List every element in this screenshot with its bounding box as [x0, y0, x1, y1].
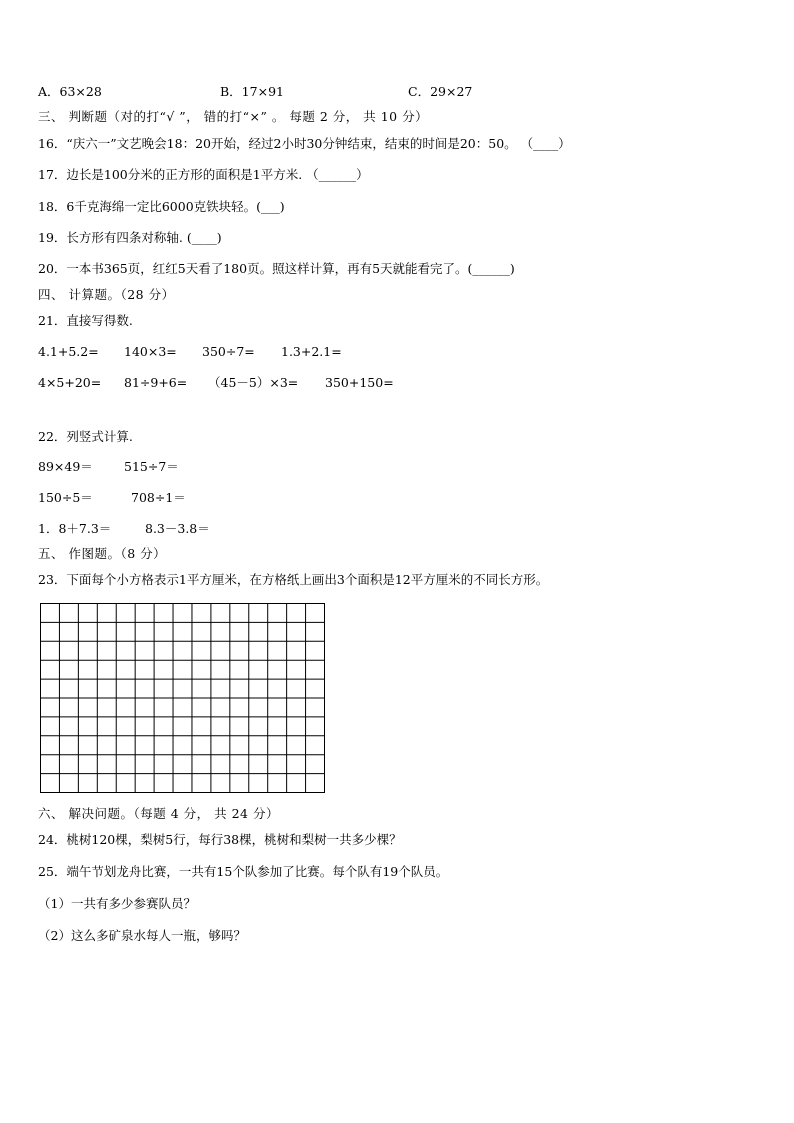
calc-item: （45－5）×3= — [208, 375, 299, 390]
q22-row-2 — [38, 490, 438, 506]
calc-item: 1.3+2.1= — [281, 344, 342, 359]
section-6-heading: 六、 解决问题。（每题 4 分， 共 24 分） — [38, 806, 279, 821]
question-20: 20．一本书365页，红红5天看了180页。照这样计算，再有5天就能看完了。(______) — [38, 261, 515, 276]
question-19: 19．长方形有四条对称轴. (____) — [38, 230, 222, 245]
section-4-heading: 四、 计算题。（28 分） — [38, 287, 175, 302]
square-grid-paper — [40, 603, 325, 793]
option-a: A．63×28 — [38, 84, 102, 99]
calc-item: 89×49＝ — [38, 459, 93, 474]
question-22: 22．列竖式计算. — [38, 429, 133, 444]
section-5-heading: 五、 作图题。（8 分） — [38, 546, 167, 561]
section-3-heading: 三、 判断题（对的打“√ ”， 错的打“×” 。 每题 2 分， 共 10 分） — [38, 109, 429, 124]
calc-item: 350+150= — [325, 375, 394, 390]
calc-item: 150÷5＝ — [38, 490, 93, 505]
calc-item: 350÷7= — [202, 344, 255, 359]
calc-item: 4.1+5.2= — [38, 344, 99, 359]
calc-item: 4×5+20= — [38, 375, 102, 390]
question-24: 24．桃树120棵，梨树5行，每行38棵，桃树和梨树一共多少棵？ — [38, 832, 402, 847]
question-18: 18．6千克海绵一定比6000克铁块轻。(___) — [38, 199, 285, 214]
q21-row-2 — [38, 375, 538, 391]
question-25-part-2: （2）这么多矿泉水每人一瓶，够吗？ — [38, 928, 246, 943]
q22-row-1 — [38, 459, 438, 475]
q15-options — [38, 84, 738, 100]
calc-item: 1．8＋7.3＝ — [38, 521, 112, 536]
question-17: 17．边长是100分米的正方形的面积是1平方米. （______） — [38, 167, 369, 182]
option-c: C．29×27 — [408, 84, 473, 99]
calc-item: 140×3= — [124, 344, 177, 359]
calc-item: 81÷9+6= — [124, 375, 188, 390]
question-21: 21．直接写得数. — [38, 313, 133, 328]
question-25: 25．端午节划龙舟比赛，一共有15个队参加了比赛。每个队有19个队员。 — [38, 864, 449, 879]
question-23: 23．下面每个小方格表示1平方厘米，在方格纸上画出3个面积是12平方厘米的不同长方形。 — [38, 572, 549, 587]
q21-row-1 — [38, 344, 538, 360]
calc-item: 8.3－3.8＝ — [145, 521, 210, 536]
question-16: 16．“庆六一”文艺晚会18：20开始，经过2小时30分钟结束，结束的时间是20：50。 （____） — [38, 136, 571, 151]
grid-svg — [40, 603, 325, 793]
calc-item: 708÷1＝ — [131, 490, 186, 505]
calc-item: 515÷7＝ — [124, 459, 179, 474]
option-b: B．17×91 — [220, 84, 284, 99]
q22-row-3 — [38, 521, 438, 537]
question-25-part-1: （1）一共有多少参赛队员？ — [38, 896, 196, 911]
